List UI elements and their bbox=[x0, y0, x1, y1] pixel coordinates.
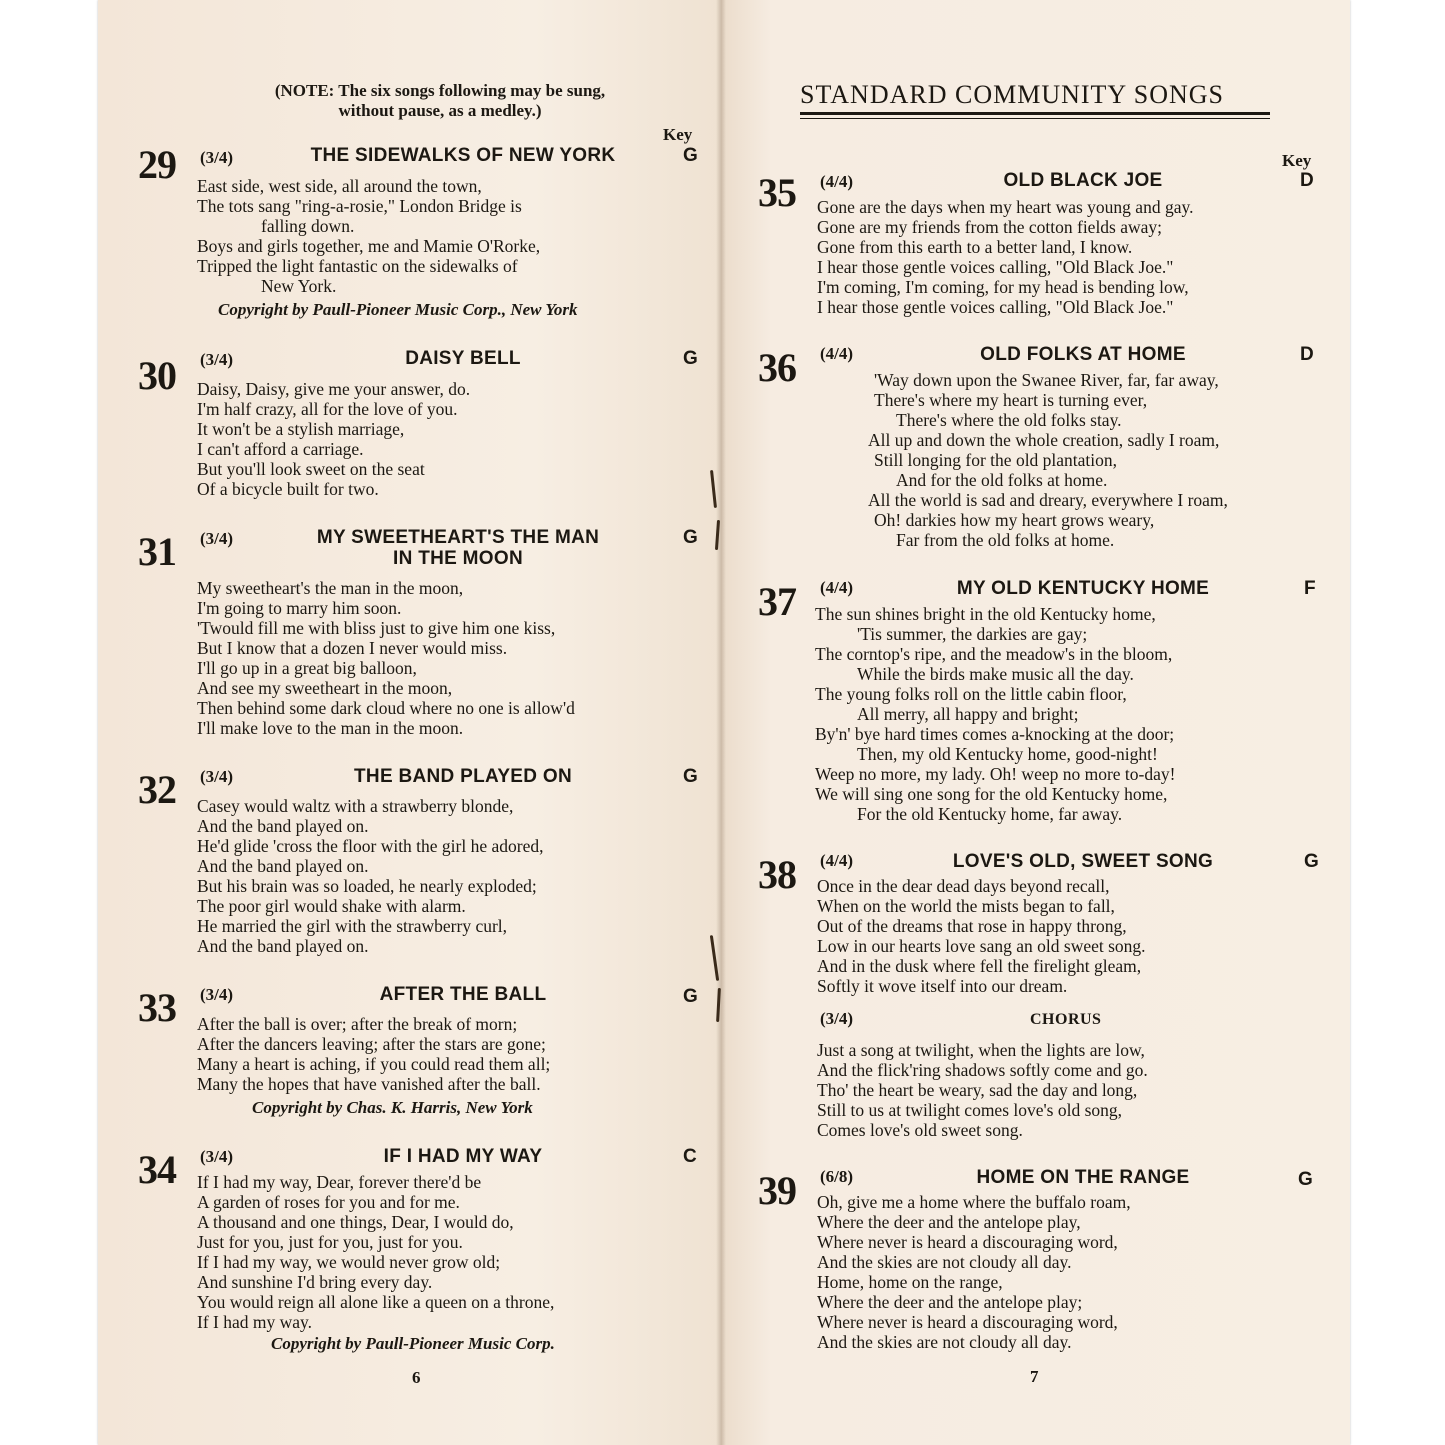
lyric-line: Then behind some dark cloud where no one is allow'd bbox=[197, 698, 575, 718]
song-number: 30 bbox=[138, 353, 176, 398]
lyric-line: The corntop's ripe, and the meadow's in the bloom, bbox=[815, 644, 1173, 664]
lyric-line: A garden of roses for you and for me. bbox=[197, 1192, 460, 1212]
lyric-line: And see my sweetheart in the moon, bbox=[197, 678, 453, 698]
song-title-line-2: IN THE MOON bbox=[393, 548, 523, 569]
song-lyrics bbox=[197, 1014, 550, 1094]
song-number: 38 bbox=[758, 852, 796, 897]
lyric-line: And sunshine I'd bring every day. bbox=[197, 1272, 433, 1292]
lyric-line: I hear those gentle voices calling, "Old Black Joe." bbox=[817, 257, 1174, 277]
song-key: D bbox=[1300, 344, 1314, 365]
lyric-line: 'Twould fill me with bliss just to give him one kiss, bbox=[197, 618, 556, 638]
lyric-line: But you'll look sweet on the seat bbox=[197, 459, 425, 479]
lyric-line: And the skies are not cloudy all day. bbox=[817, 1252, 1072, 1272]
lyric-line: But his brain was so loaded, he nearly exploded; bbox=[197, 876, 537, 896]
lyric-line: Gone are the days when my heart was young and gay. bbox=[817, 197, 1194, 217]
chorus-label: CHORUS bbox=[1030, 1011, 1102, 1028]
key-column-header: Key bbox=[1282, 151, 1312, 170]
lyric-line: You would reign all alone like a queen on a throne, bbox=[197, 1292, 555, 1312]
lyric-line: A thousand and one things, Dear, I would do, bbox=[197, 1212, 514, 1232]
lyric-line: It won't be a stylish marriage, bbox=[197, 419, 405, 439]
lyric-line: Comes love's old sweet song. bbox=[817, 1120, 1023, 1140]
lyric-line: Weep no more, my lady. Oh! weep no more to-day! bbox=[815, 764, 1176, 784]
lyric-line: Gone from this earth to a better land, I know. bbox=[817, 237, 1133, 257]
lyric-line: And the band played on. bbox=[197, 856, 369, 876]
lyric-line: The sun shines bright in the old Kentucky home, bbox=[815, 604, 1156, 624]
lyric-line: Many a heart is aching, if you could read them all; bbox=[197, 1054, 551, 1074]
song-39 bbox=[758, 1167, 1328, 1367]
song-title: OLD BLACK JOE bbox=[1003, 170, 1163, 191]
lyric-line: The tots sang "ring-a-rosie," London Bridge is bbox=[197, 196, 522, 216]
lyric-line: If I had my way. bbox=[197, 1312, 313, 1332]
song-key: G bbox=[683, 986, 698, 1007]
booklet-gutter bbox=[716, 0, 726, 1445]
lyric-line: I hear those gentle voices calling, "Old Black Joe." bbox=[817, 297, 1174, 317]
song-title: AFTER THE BALL bbox=[379, 984, 547, 1005]
song-32 bbox=[138, 766, 698, 966]
lyric-line: And the band played on. bbox=[197, 816, 369, 836]
song-lyrics bbox=[868, 370, 1228, 550]
lyric-line: All the world is sad and dreary, everywhere I roam, bbox=[868, 490, 1228, 510]
song-35 bbox=[758, 170, 1328, 320]
lyric-line: I can't afford a carriage. bbox=[197, 439, 364, 459]
song-meter: (3/4) bbox=[200, 985, 234, 1004]
lyric-line: Where never is heard a discouraging word, bbox=[817, 1232, 1118, 1252]
lyric-line: And for the old folks at home. bbox=[896, 470, 1108, 490]
lyric-line: And the flick'ring shadows softly come and go. bbox=[817, 1060, 1148, 1080]
lyric-line: Oh! darkies how my heart grows weary, bbox=[874, 510, 1155, 530]
song-lyrics bbox=[817, 876, 1146, 996]
lyric-line: Where never is heard a discouraging word, bbox=[817, 1312, 1118, 1332]
song-lyrics bbox=[197, 176, 540, 296]
song-key: G bbox=[1298, 1169, 1313, 1190]
lyric-line: Gone are my friends from the cotton fields away; bbox=[817, 217, 1163, 237]
lyric-line: When on the world the mists began to fall, bbox=[817, 896, 1115, 916]
song-lyrics bbox=[197, 1172, 554, 1332]
lyric-line: Just a song at twilight, when the lights are low, bbox=[817, 1040, 1145, 1060]
chorus-lyrics bbox=[817, 1040, 1148, 1140]
lyric-line: Of a bicycle built for two. bbox=[197, 479, 379, 499]
song-38 bbox=[758, 851, 1328, 1151]
page-number-right: 7 bbox=[1030, 1367, 1039, 1386]
song-number: 33 bbox=[138, 985, 176, 1030]
song-meter: (4/4) bbox=[820, 851, 854, 870]
song-key: D bbox=[1300, 170, 1314, 191]
lyric-line: He married the girl with the strawberry curl, bbox=[197, 916, 508, 936]
song-number: 29 bbox=[138, 142, 176, 187]
song-meter: (3/4) bbox=[200, 148, 234, 167]
song-number: 34 bbox=[138, 1147, 176, 1192]
lyric-line: Just for you, just for you, just for you. bbox=[197, 1232, 463, 1252]
song-meter: (3/4) bbox=[200, 529, 234, 548]
song-36 bbox=[758, 344, 1328, 554]
song-31 bbox=[138, 527, 698, 747]
lyric-line: Casey would waltz with a strawberry blonde, bbox=[197, 796, 514, 816]
song-lyrics bbox=[817, 1192, 1131, 1352]
song-key: G bbox=[683, 145, 698, 166]
lyric-line: We will sing one song for the old Kentucky home, bbox=[815, 784, 1168, 804]
song-lyrics bbox=[197, 796, 544, 956]
chorus-meter: (3/4) bbox=[820, 1009, 854, 1028]
lyric-line: After the ball is over; after the break of morn; bbox=[197, 1014, 518, 1034]
song-29 bbox=[138, 142, 698, 325]
song-number: 31 bbox=[138, 529, 176, 574]
lyric-line: While the birds make music all the day. bbox=[857, 664, 1134, 684]
lyric-line: The poor girl would shake with alarm. bbox=[197, 896, 466, 916]
lyric-line: I'm half crazy, all for the love of you. bbox=[197, 399, 458, 419]
running-head-rule-thin bbox=[800, 118, 1270, 119]
lyric-line: Tho' the heart be weary, sad the day and long, bbox=[817, 1080, 1138, 1100]
lyric-line: Home, home on the range, bbox=[817, 1272, 1003, 1292]
song-number: 35 bbox=[758, 170, 796, 215]
lyric-line: I'll go up in a great big balloon, bbox=[197, 658, 417, 678]
lyric-line: Boys and girls together, me and Mamie O'Rorke, bbox=[197, 236, 541, 256]
song-30 bbox=[138, 348, 698, 508]
lyric-line: Daisy, Daisy, give me your answer, do. bbox=[197, 379, 471, 399]
song-title: IF I HAD MY WAY bbox=[383, 1146, 543, 1167]
lyric-line: 'Way down upon the Swanee River, far, far away, bbox=[874, 370, 1219, 390]
lyric-line: Far from the old folks at home. bbox=[896, 530, 1115, 550]
lyric-line: If I had my way, Dear, forever there'd be bbox=[197, 1172, 482, 1192]
lyric-line: There's where my heart is turning ever, bbox=[874, 390, 1148, 410]
song-meter: (3/4) bbox=[200, 350, 234, 369]
copyright-notice: Copyright by Paull-Pioneer Music Corp., New York bbox=[218, 300, 578, 319]
copyright-notice: Copyright by Paull-Pioneer Music Corp. bbox=[271, 1334, 555, 1353]
medley-note bbox=[200, 81, 680, 121]
page-number-left: 6 bbox=[412, 1368, 421, 1387]
lyric-line: falling down. bbox=[261, 216, 355, 236]
song-key: G bbox=[683, 527, 698, 548]
song-title: MY OLD KENTUCKY HOME bbox=[956, 578, 1210, 599]
song-key: F bbox=[1304, 578, 1316, 599]
lyric-line: By'n' bye hard times comes a-knocking at the door; bbox=[815, 724, 1175, 744]
lyric-line: He'd glide 'cross the floor with the girl he adored, bbox=[197, 836, 544, 856]
song-33 bbox=[138, 984, 698, 1124]
song-lyrics bbox=[197, 578, 575, 738]
lyric-line: I'm going to marry him soon. bbox=[197, 598, 402, 618]
lyric-line: My sweetheart's the man in the moon, bbox=[197, 578, 464, 598]
song-number: 39 bbox=[758, 1168, 796, 1213]
song-meter: (3/4) bbox=[200, 767, 234, 786]
lyric-line: But I know that a dozen I never would miss. bbox=[197, 638, 508, 658]
song-number: 32 bbox=[138, 767, 176, 812]
lyric-line: I'll make love to the man in the moon. bbox=[197, 718, 464, 738]
song-37 bbox=[758, 578, 1328, 828]
song-meter: (6/8) bbox=[820, 1167, 854, 1186]
lyric-line: And in the dusk where fell the firelight gleam, bbox=[817, 956, 1142, 976]
lyric-line: The young folks roll on the little cabin floor, bbox=[815, 684, 1127, 704]
lyric-line: Still to us at twilight comes love's old song, bbox=[817, 1100, 1123, 1120]
lyric-line: Low in our hearts love sang an old sweet song. bbox=[817, 936, 1146, 956]
song-title: HOME ON THE RANGE bbox=[976, 1167, 1190, 1188]
lyric-line: Softly it wove itself into our dream. bbox=[817, 976, 1068, 996]
song-lyrics bbox=[197, 379, 470, 499]
lyric-line: Still longing for the old plantation, bbox=[874, 450, 1118, 470]
song-meter: (3/4) bbox=[200, 1147, 234, 1166]
song-meter: (4/4) bbox=[820, 172, 854, 191]
song-number: 36 bbox=[758, 345, 796, 390]
lyric-line: If I had my way, we would never grow old; bbox=[197, 1252, 501, 1272]
lyric-line: Where the deer and the antelope play, bbox=[817, 1212, 1081, 1232]
lyric-line: And the skies are not cloudy all day. bbox=[817, 1332, 1072, 1352]
song-key: C bbox=[683, 1146, 697, 1167]
lyric-line: New York. bbox=[261, 276, 337, 296]
medley-note-line-2: without pause, as a medley.) bbox=[338, 101, 542, 120]
lyric-line: All merry, all happy and bright; bbox=[857, 704, 1079, 724]
lyric-line: Tripped the light fantastic on the sidewalks of bbox=[197, 256, 518, 276]
lyric-line: All up and down the whole creation, sadly I roam, bbox=[868, 430, 1220, 450]
key-column-header: Key bbox=[663, 125, 693, 144]
song-number: 37 bbox=[758, 579, 796, 624]
song-key: G bbox=[683, 348, 698, 369]
lyric-line: For the old Kentucky home, far away. bbox=[857, 804, 1123, 824]
lyric-line: After the dancers leaving; after the stars are gone; bbox=[197, 1034, 546, 1054]
song-title-line-1: MY SWEETHEART'S THE MAN bbox=[316, 527, 600, 548]
song-title: THE BAND PLAYED ON bbox=[354, 766, 572, 787]
lyric-line: Once in the dear dead days beyond recall, bbox=[817, 876, 1110, 896]
song-key: G bbox=[1304, 851, 1319, 872]
running-head-rule-thick bbox=[800, 112, 1270, 115]
song-meter: (4/4) bbox=[820, 344, 854, 363]
running-head: STANDARD COMMUNITY SONGS bbox=[800, 80, 1224, 109]
song-title: OLD FOLKS AT HOME bbox=[980, 344, 1186, 365]
lyric-line: Out of the dreams that rose in happy throng, bbox=[817, 916, 1127, 936]
medley-note-line-1: (NOTE: The six songs following may be sung, bbox=[274, 81, 606, 100]
song-lyrics bbox=[817, 197, 1193, 317]
copyright-notice: Copyright by Chas. K. Harris, New York bbox=[252, 1098, 533, 1117]
lyric-line: I'm coming, I'm coming, for my head is bending low, bbox=[817, 277, 1189, 297]
song-title: THE SIDEWALKS OF NEW YORK bbox=[310, 145, 616, 166]
lyric-line: There's where the old folks stay. bbox=[896, 410, 1122, 430]
lyric-line: Where the deer and the antelope play; bbox=[817, 1292, 1083, 1312]
lyric-line: East side, west side, all around the town, bbox=[197, 176, 482, 196]
lyric-line: And the band played on. bbox=[197, 936, 369, 956]
lyric-line: Then, my old Kentucky home, good-night! bbox=[857, 744, 1158, 764]
lyric-line: 'Tis summer, the darkies are gay; bbox=[857, 624, 1088, 644]
song-34 bbox=[138, 1146, 698, 1356]
song-title: DAISY BELL bbox=[405, 348, 521, 369]
song-key: G bbox=[683, 766, 698, 787]
song-meter: (4/4) bbox=[820, 578, 854, 597]
song-title: LOVE'S OLD, SWEET SONG bbox=[952, 851, 1214, 872]
lyric-line: Many the hopes that have vanished after the ball. bbox=[197, 1074, 541, 1094]
lyric-line: Oh, give me a home where the buffalo roam, bbox=[817, 1192, 1131, 1212]
song-lyrics bbox=[815, 604, 1175, 824]
